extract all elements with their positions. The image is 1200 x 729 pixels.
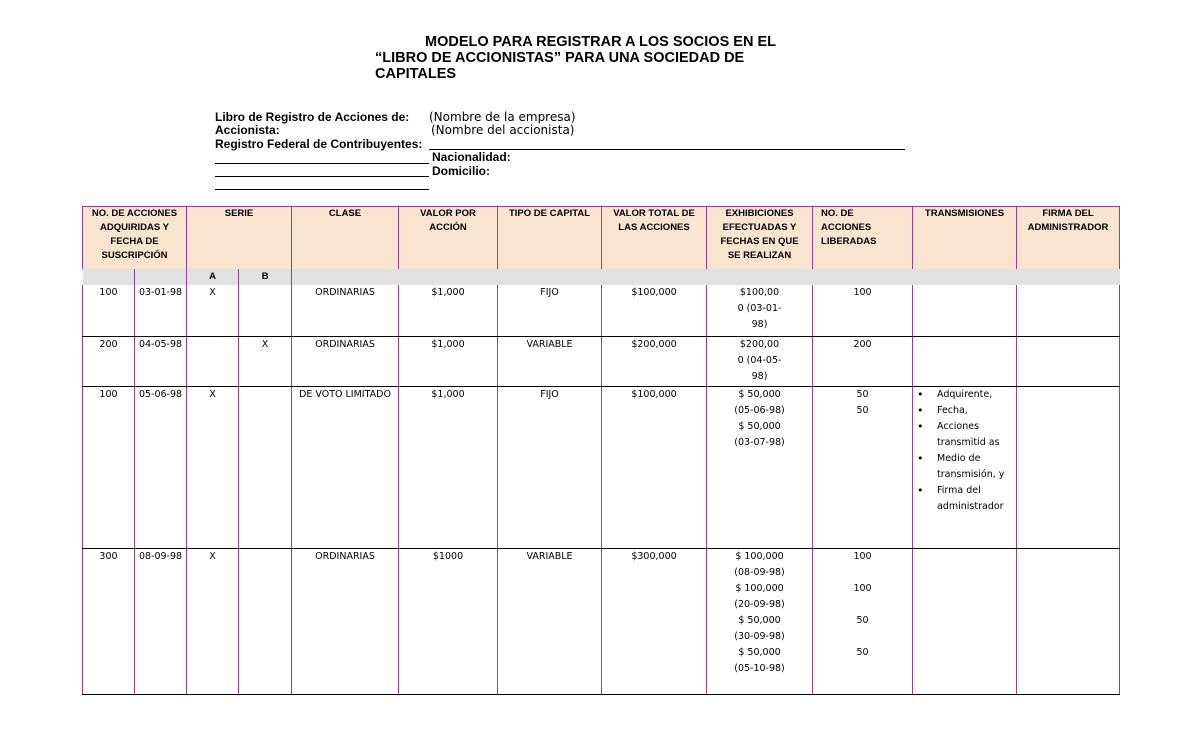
cell-a: X — [187, 386, 239, 548]
cell-total: $200,000 — [602, 336, 707, 386]
cell-valor: $1,000 — [399, 285, 498, 336]
cell-liberadas-line: 100 — [853, 582, 872, 594]
transmisiones-item: • Firma del administrador — [913, 483, 1016, 515]
cell-no: 100 — [83, 386, 135, 548]
cell-no: 200 — [83, 336, 135, 386]
cell-exhib-line: 0 (03-01- — [737, 303, 782, 314]
cell-liberadas-line — [813, 565, 912, 581]
cell-liberadas — [813, 336, 913, 386]
serie-b-label: B — [239, 269, 292, 285]
table-row — [83, 548, 1120, 694]
rfc-underline — [429, 149, 905, 150]
cell-clase: ORDINARIAS — [292, 336, 399, 386]
accionista-value: (Nombre del accionista) — [431, 123, 575, 137]
cell-exhib-line: 0 (04-05- — [737, 354, 782, 366]
cell-clase: ORDINARIAS — [292, 285, 399, 336]
cell-transmisiones — [913, 336, 1017, 386]
cell-no: 300 — [83, 548, 135, 694]
transmisiones-list — [913, 387, 1016, 515]
cell-firma — [1017, 336, 1120, 386]
transmisiones-item: • Fecha, — [913, 403, 1016, 419]
header-transmisiones: TRANSMISIONES — [913, 207, 1017, 270]
rfc-label: Registro Federal de Contribuyentes: — [215, 137, 423, 151]
serie-a-label: A — [187, 269, 239, 285]
cell-exhib-line: $ 50,000 — [738, 420, 781, 432]
cell-liberadas — [813, 386, 913, 548]
cell-liberadas-line: 50 — [856, 404, 869, 416]
cell-exhib-line: (30-09-98) — [734, 630, 785, 642]
cell-transmisiones — [913, 285, 1017, 336]
cell-firma — [1017, 285, 1120, 336]
table-row — [83, 386, 1120, 548]
cell-valor: $1000 — [399, 548, 498, 694]
cell-valor: $1,000 — [399, 336, 498, 386]
cell-exhib-line: $ 100,000 — [735, 582, 784, 594]
document-title — [375, 34, 795, 82]
cell-transmisiones — [913, 548, 1017, 694]
cell-liberadas-line: 50 — [856, 388, 869, 400]
cell-fecha: 08-09-98 — [135, 548, 187, 694]
cell-exhib-line: 98) — [751, 370, 768, 382]
header-valor-accion: VALOR POR ACCIÓN — [399, 207, 498, 270]
header-tipo-capital: TIPO DE CAPITAL — [498, 207, 602, 270]
cell-transmisiones — [913, 386, 1017, 548]
cell-b — [239, 548, 292, 694]
serie-subheader-row — [83, 269, 1120, 285]
cell-fecha: 04-05-98 — [135, 336, 187, 386]
cell-valor: $1,000 — [399, 386, 498, 548]
table-row — [83, 285, 1120, 336]
cell-exhib — [707, 336, 813, 386]
cell-total: $300,000 — [602, 548, 707, 694]
cell-exhib — [707, 386, 813, 548]
cell-firma — [1017, 548, 1120, 694]
title-line-3: CAPITALES — [375, 66, 457, 82]
cell-exhib-line: (05-06-98) — [734, 404, 785, 416]
cell-exhib — [707, 548, 813, 694]
cell-liberadas — [813, 285, 913, 336]
cell-exhib-line: $ 50,000 — [738, 646, 781, 658]
cell-b: X — [239, 336, 292, 386]
header-serie: SERIE — [187, 207, 292, 270]
cell-exhib-line: $ 100,000 — [735, 550, 784, 562]
libro-label: Libro de Registro de Acciones de: — [215, 110, 410, 124]
transmisiones-item: • Medio de transmisión, y — [913, 451, 1016, 483]
cell-clase: ORDINARIAS — [292, 548, 399, 694]
blank-line-3 — [215, 189, 429, 190]
header-row — [83, 207, 1120, 270]
cell-no: 100 — [83, 285, 135, 336]
cell-liberadas-line — [813, 629, 912, 645]
cell-a — [187, 336, 239, 386]
domicilio-label: Domicilio: — [432, 164, 491, 178]
cell-total: $100,000 — [602, 386, 707, 548]
cell-exhib-line: (03-07-98) — [734, 436, 785, 448]
transmisiones-item: • Adquirente, — [913, 387, 1016, 403]
header-firma: FIRMA DEL ADMINISTRADOR — [1017, 207, 1120, 270]
cell-liberadas-line: 200 — [853, 338, 872, 350]
cell-firma — [1017, 386, 1120, 548]
cell-exhib-line: $ 50,000 — [738, 614, 781, 626]
cell-b — [239, 386, 292, 548]
cell-a: X — [187, 548, 239, 694]
cell-exhib-line: $ 50,000 — [738, 388, 781, 400]
title-line-2: “LIBRO DE ACCIONISTAS” PARA UNA SOCIEDAD DE — [375, 50, 745, 66]
header-liberadas: NO. DE ACCIONES LIBERADAS — [813, 207, 913, 270]
header-exhibiciones: EXHIBICIONES EFECTUADAS Y FECHAS EN QUE SE REALIZAN — [707, 207, 813, 270]
cell-liberadas-line: 50 — [856, 614, 869, 626]
cell-total: $100,000 — [602, 285, 707, 336]
shareholder-register-table — [82, 206, 1120, 695]
libro-value: (Nombre de la empresa) — [429, 110, 576, 124]
cell-tipo: FIJO — [498, 386, 602, 548]
cell-liberadas-line: 100 — [853, 550, 872, 562]
cell-tipo: VARIABLE — [498, 548, 602, 694]
accionista-label: Accionista: — [215, 123, 280, 137]
cell-exhib — [707, 285, 813, 336]
cell-fecha: 03-01-98 — [135, 285, 187, 336]
cell-fecha: 05-06-98 — [135, 386, 187, 548]
blank-line-2 — [215, 176, 429, 177]
cell-a: X — [187, 285, 239, 336]
title-line-1: MODELO PARA REGISTRAR A LOS SOCIOS EN EL — [425, 34, 776, 50]
cell-exhib-line: (20-09-98) — [734, 598, 785, 610]
nacionalidad-label: Nacionalidad: — [432, 150, 511, 164]
cell-tipo: FIJO — [498, 285, 602, 336]
cell-liberadas — [813, 548, 913, 694]
cell-clase: DE VOTO LIMITADO — [292, 386, 399, 548]
header-no-acciones: NO. DE ACCIONES ADQUIRIDAS Y FECHA DE SUSCRIPCIÓN — [83, 207, 187, 270]
transmisiones-item: • Acciones transmitid as — [913, 419, 1016, 451]
header-clase: CLASE — [292, 207, 399, 270]
cell-exhib-line: $100,00 — [739, 287, 780, 298]
header-valor-total: VALOR TOTAL DE LAS ACCIONES — [602, 207, 707, 270]
table-row — [83, 336, 1120, 386]
cell-exhib-line: $200,00 — [739, 338, 780, 350]
cell-exhib-line: (05-10-98) — [734, 662, 785, 674]
cell-tipo: VARIABLE — [498, 336, 602, 386]
cell-exhib-line: (08-09-98) — [734, 566, 785, 578]
cell-exhib-line: 98) — [751, 319, 768, 330]
cell-liberadas-line: 50 — [856, 646, 869, 658]
cell-liberadas-line: 100 — [853, 287, 872, 298]
blank-line-1 — [215, 163, 429, 164]
cell-b — [239, 285, 292, 336]
cell-liberadas-line — [813, 597, 912, 613]
